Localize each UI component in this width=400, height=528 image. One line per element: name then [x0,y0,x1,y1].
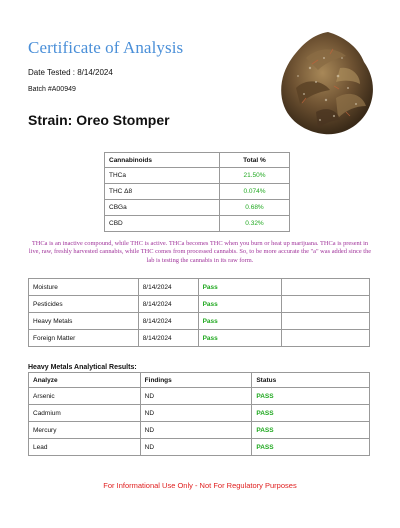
metal-status: PASS [252,422,370,439]
test-result: Pass [198,279,282,296]
metal-status: PASS [252,439,370,456]
table-header-row [29,373,370,388]
date-tested: Date Tested : 8/14/2024 [28,68,113,77]
cannabinoid-name: THC Δ8 [105,184,220,200]
metal-finding: ND [140,439,252,456]
metal-finding: ND [140,388,252,405]
test-date: 8/14/2024 [138,313,198,330]
table-row [29,313,370,330]
strain-name: Strain: Oreo Stomper [28,112,170,128]
cannabinoid-total: 0.32% [220,216,290,232]
disclaimer-footer: For Informational Use Only - Not For Regulatory Purposes [103,481,297,490]
heavy-metals-table [28,372,370,456]
table-row [29,388,370,405]
cannabinoids-table [104,152,290,232]
test-result: Pass [198,313,282,330]
empty-cell [282,330,370,347]
table-row [105,184,290,200]
empty-cell [282,313,370,330]
test-name: Pesticides [29,296,139,313]
cannabinoid-total: 0.68% [220,200,290,216]
table-row [105,200,290,216]
test-date: 8/14/2024 [138,330,198,347]
test-name: Foreign Matter [29,330,139,347]
table-row [105,216,290,232]
thca-explanation-note: THCa is an inactive compound, while THC is active. THCa becomes THC when you burn or heat up marijuana. THCa is present in live, raw, freshly harvested cannabis, while THC comes from processed cannabis. So, to be more accurate the "a" was added since the lab is testing the cannabis in its raw form. [28,240,372,264]
metal-name: Mercury [29,422,141,439]
test-name: Heavy Metals [29,313,139,330]
table-row [29,330,370,347]
metal-name: Cadmium [29,405,141,422]
metal-finding: ND [140,405,252,422]
table-row [105,168,290,184]
heavy-metals-heading: Heavy Metals Analytical Results: [28,364,137,371]
cannabinoid-name: CBGa [105,200,220,216]
document-title: Certificate of Analysis [28,38,184,57]
table-row [29,279,370,296]
metal-status: PASS [252,388,370,405]
batch-number: Batch #A00949 [28,86,76,93]
column-header-findings: Findings [140,373,252,388]
metal-name: Lead [29,439,141,456]
table-row [29,296,370,313]
test-date: 8/14/2024 [138,279,198,296]
empty-cell [282,296,370,313]
test-name: Moisture [29,279,139,296]
table-row [29,439,370,456]
table-row [29,405,370,422]
column-header-status: Status [252,373,370,388]
table-row [29,422,370,439]
cannabinoid-name: THCa [105,168,220,184]
metal-name: Arsenic [29,388,141,405]
test-result: Pass [198,296,282,313]
empty-cell [282,279,370,296]
cannabinoid-total: 21.50% [220,168,290,184]
cannabis-bud-photo [276,28,380,140]
test-date: 8/14/2024 [138,296,198,313]
cannabinoid-name: CBD [105,216,220,232]
table-header-row [105,153,290,168]
metal-status: PASS [252,405,370,422]
column-header-cannabinoids: Cannabinoids [105,153,220,168]
tests-table [28,278,370,347]
column-header-total: Total % [220,153,290,168]
cannabinoid-total: 0.074% [220,184,290,200]
column-header-analyze: Analyze [29,373,141,388]
metal-finding: ND [140,422,252,439]
test-result: Pass [198,330,282,347]
